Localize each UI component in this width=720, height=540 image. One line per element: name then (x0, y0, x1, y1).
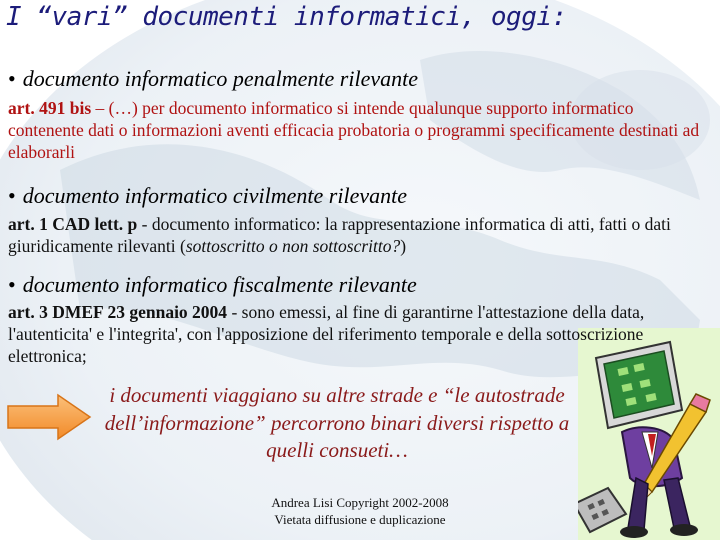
heading-text: documento informatico penalmente rilevante (22, 66, 418, 91)
bullet-heading-civil (8, 183, 407, 209)
article-ref: art. 1 CAD lett. p (8, 214, 138, 234)
copyright-line: Andrea Lisi Copyright 2002-2008 (271, 495, 449, 510)
bullet-heading-fiscal (8, 272, 417, 298)
article-ref: art. 3 DMEF 23 gennaio 2004 (8, 302, 228, 322)
heading-text: documento informatico fiscalmente rilevante (22, 272, 417, 297)
paragraph-text: - documento informatico: la rappresentazione informatica di atti, fatti o dati giuridicamente rilevanti ( (8, 214, 671, 256)
bullet-dot: • (8, 183, 16, 208)
bullet-dot: • (8, 272, 16, 297)
right-arrow-icon (6, 393, 92, 441)
paragraph-fiscal (8, 301, 658, 367)
copyright-notice-line: Vietata diffusione e duplicazione (274, 512, 446, 527)
bullet-heading-penal (8, 66, 418, 92)
heading-text: documento informatico civilmente rilevante (22, 183, 407, 208)
paragraph-text: – (…) per documento informatico si intende qualunque supporto informatico contenente dati o informazioni aventi efficacia probatoria o programmi specificamente destinati ad elaborarli (8, 98, 700, 162)
paragraph-italic-text: sottoscritto o non sottoscritto? (185, 236, 401, 256)
paragraph-text: - sono emessi, al fine di garantirne l'attestazione della data, l'autenticita' e l'integrita', con l'apposizione del riferimento temporale e della sottoscrizione elettronica; (8, 302, 645, 366)
slide-title: I “vari” documenti informatici, oggi: (6, 2, 567, 32)
paragraph-civil (8, 213, 708, 257)
paragraph-penal (8, 97, 708, 163)
conclusion-text: i documenti viaggiano su altre strade e “le autostrade dell’informazione” percorrono binari diversi rispetto a quelli consueti… (104, 383, 570, 462)
article-ref: art. 491 bis (8, 98, 92, 118)
paragraph-text-end: ) (400, 236, 407, 256)
copyright-footer (240, 494, 480, 528)
bullet-dot: • (8, 66, 16, 91)
